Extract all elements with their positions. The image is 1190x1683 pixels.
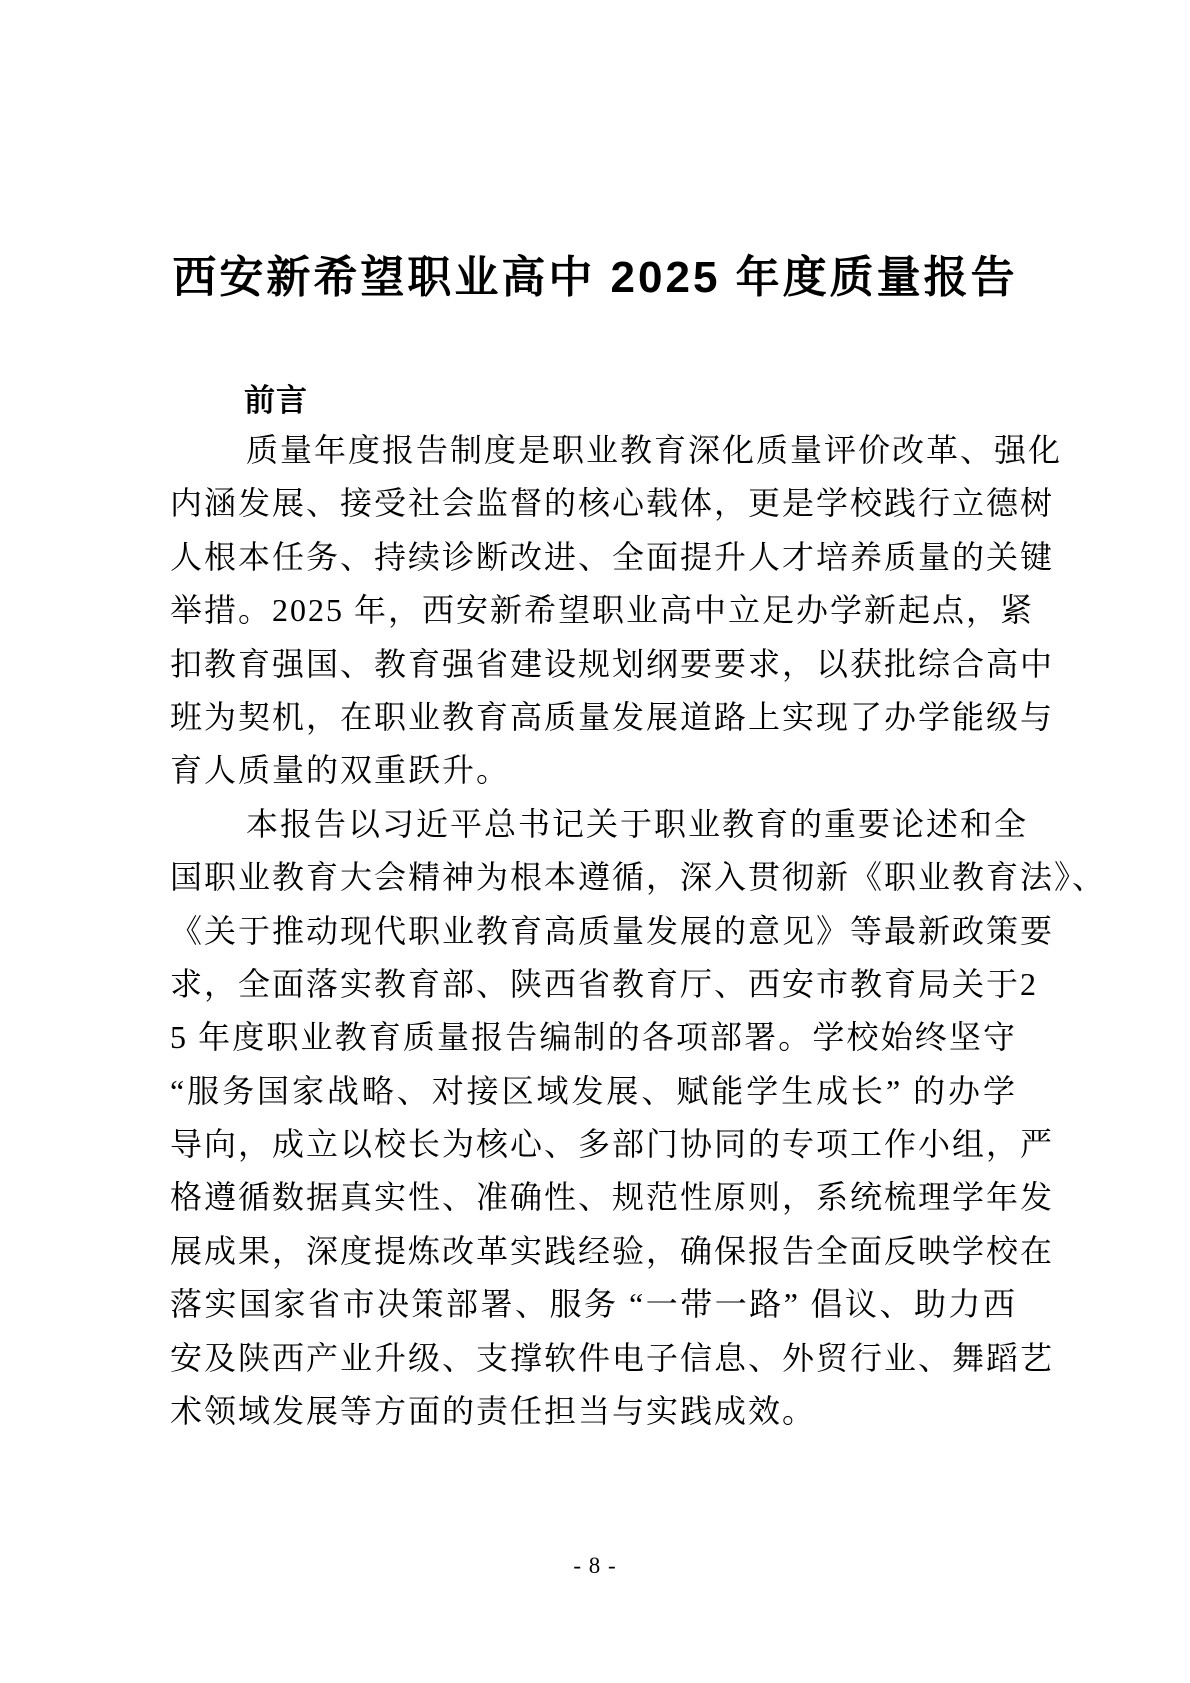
paragraph-line: 国职业教育大会精神为根本遵循，深入贯彻新《职业教育法》、 [170,859,1107,896]
paragraph-line: 扣教育强国、教育强省建设规划纲要要求，以获批综合高中 [170,645,1055,682]
paragraph-line: “服务国家战略、对接区域发展、赋能学生成长” 的办学 [170,1072,1017,1109]
paragraph-line: 导向，成立以校长为核心、多部门协同的专项工作小组，严 [170,1126,1055,1163]
paragraph-line: 本报告以习近平总书记关于职业教育的重要论述和全 [246,805,1029,842]
paragraph-line: 格遵循数据真实性、准确性、规范性原则，系统梳理学年发 [170,1179,1055,1216]
paragraph-line: 安及陕西产业升级、支撑软件电子信息、外贸行业、舞蹈艺 [170,1339,1055,1376]
paragraph-line: 质量年度报告制度是职业教育深化质量评价改革、强化 [246,432,1063,468]
paragraph-line: 人根本任务、持续诊断改进、全面提升人才培养质量的关键 [170,538,1055,575]
paragraph-line: 求，全面落实教育部、陕西省教育厅、西安市教育局关于2 [170,965,1039,1002]
paragraph-line: 落实国家省市决策部署、服务 “一带一路” 倡议、助力西 [170,1286,1017,1323]
section-heading-foreword: 前言 [244,383,308,418]
document-body [170,424,1107,1438]
paragraph-line: 举措。2025 年，西安新希望职业高中立足办学新起点，紧 [170,592,1035,629]
page-number: - 8 - [573,1553,617,1578]
document-title: 西安新希望职业高中 2025 年度质量报告 [172,253,1018,302]
paragraph-line: 育人质量的双重跃升。 [170,752,511,789]
paragraph-line: 展成果，深度提炼改革实践经验，确保报告全面反映学校在 [170,1232,1055,1269]
paragraph-line: 《关于推动现代职业教育高质量发展的意见》等最新政策要 [170,912,1055,949]
paragraph-line: 术领域发展等方面的责任担当与实践成效。 [170,1393,817,1430]
paragraph-line: 班为契机，在职业教育高质量发展道路上实现了办学能级与 [170,698,1055,735]
paragraph-line: 内涵发展、接受社会监督的核心载体，更是学校践行立德树 [170,485,1055,522]
paragraph-line: 5 年度职业教育质量报告编制的各项部署。学校始终坚守 [170,1019,1017,1056]
